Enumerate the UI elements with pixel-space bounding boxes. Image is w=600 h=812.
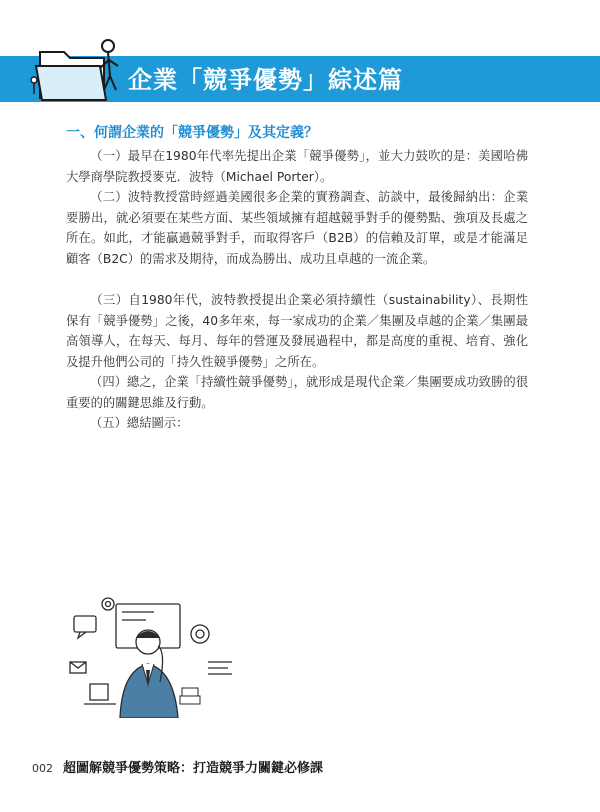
paragraph-5 (66, 413, 528, 434)
page-footer (32, 757, 323, 776)
book-title: 超圖解競爭優勢策略：打造競爭力關鍵必修課 (63, 761, 324, 776)
paragraph-3 (66, 290, 528, 372)
paragraph-5-text: （五）總結圖示： (90, 416, 189, 430)
paragraph-1-text: （一）最早在1980年代率先提出企業「競爭優勢」，並大力鼓吹的是：美國哈佛大學商學院教授麥克．波特（Michael Porter）。 (66, 149, 528, 184)
paragraph-3-text: （三）自1980年代，波特教授提出企業必須持續性（sustainability）、長期性保有「競爭優勢」之後，40多年來，每一家成功的企業／集團及卓越的企業／集團最高領導人，在每天、每月、每年的營運及發展過程中，都是高度的重視、培育、強化及提升他們公司的「持久性競爭優勢」之所在。 (66, 293, 528, 369)
paragraph-4 (66, 372, 528, 413)
paragraph-2-text: （二）波特教授當時經過美國很多企業的實務調查、訪談中，最後歸納出：企業要勝出，就必須要在某些方面、某些領域擁有超越競爭對手的優勢點、強項及長處之所在。如此，才能贏過競爭對手，而取得客戶（B2B）的信賴及訂單，或是才能滿足顧客（B2C）的需求及期待，而成為勝出、成功且卓越的一流企業。 (66, 190, 528, 266)
section-heading: 一、何謂企業的「競爭優勢」及其定義？ (66, 125, 318, 141)
folder-character-icon (30, 38, 122, 104)
paragraph-2 (66, 187, 528, 269)
thinking-businessman-illustration (62, 592, 242, 718)
paragraph-1 (66, 146, 528, 187)
page-title: 企業「競爭優勢」綜述篇 (128, 66, 403, 94)
paragraph-4-text: （四）總之，企業「持續性競爭優勢」，就形成是現代企業／集團要成功致勝的很重要的的關鍵思維及行動。 (66, 375, 528, 410)
page-number: 002 (32, 762, 53, 775)
